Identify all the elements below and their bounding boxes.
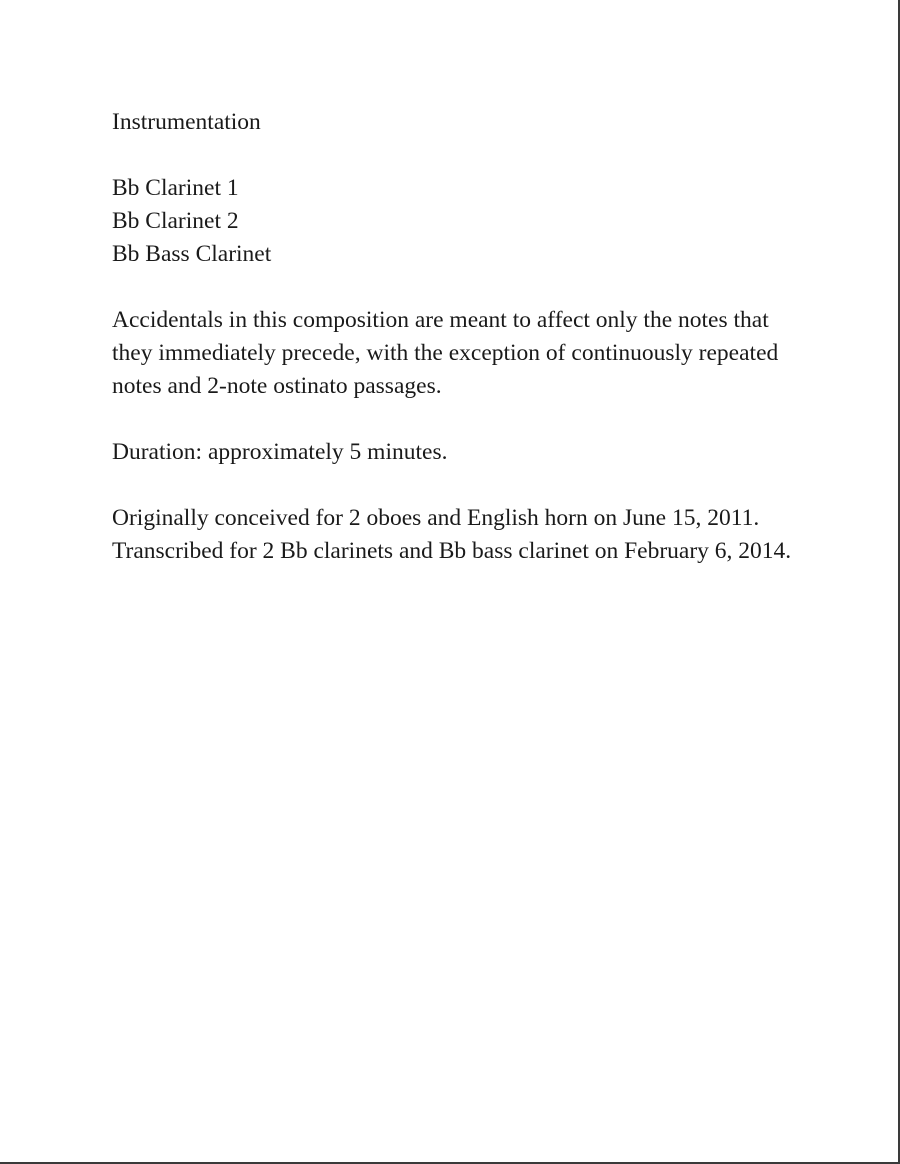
instrument-list	[112, 172, 792, 271]
duration-note: Duration: approximately 5 minutes.	[112, 439, 448, 465]
history-note	[112, 502, 792, 568]
instrument-item: Bb Bass Clarinet	[112, 241, 272, 267]
document-body	[112, 106, 792, 601]
transcription-note: Transcribed for 2 Bb clarinets and Bb bass clarinet on February 6, 2014.	[112, 538, 792, 564]
accidentals-note: Accidentals in this composition are meant to affect only the notes that they immediately precede, with the exception of continuously repeated notes and 2-note ostinato passages.	[112, 307, 779, 399]
instrumentation-heading: Instrumentation	[112, 109, 261, 135]
instrument-item: Bb Clarinet 2	[112, 208, 239, 234]
original-conception-note: Originally conceived for 2 oboes and English horn on June 15, 2011.	[112, 505, 760, 531]
instrument-item: Bb Clarinet 1	[112, 175, 239, 201]
